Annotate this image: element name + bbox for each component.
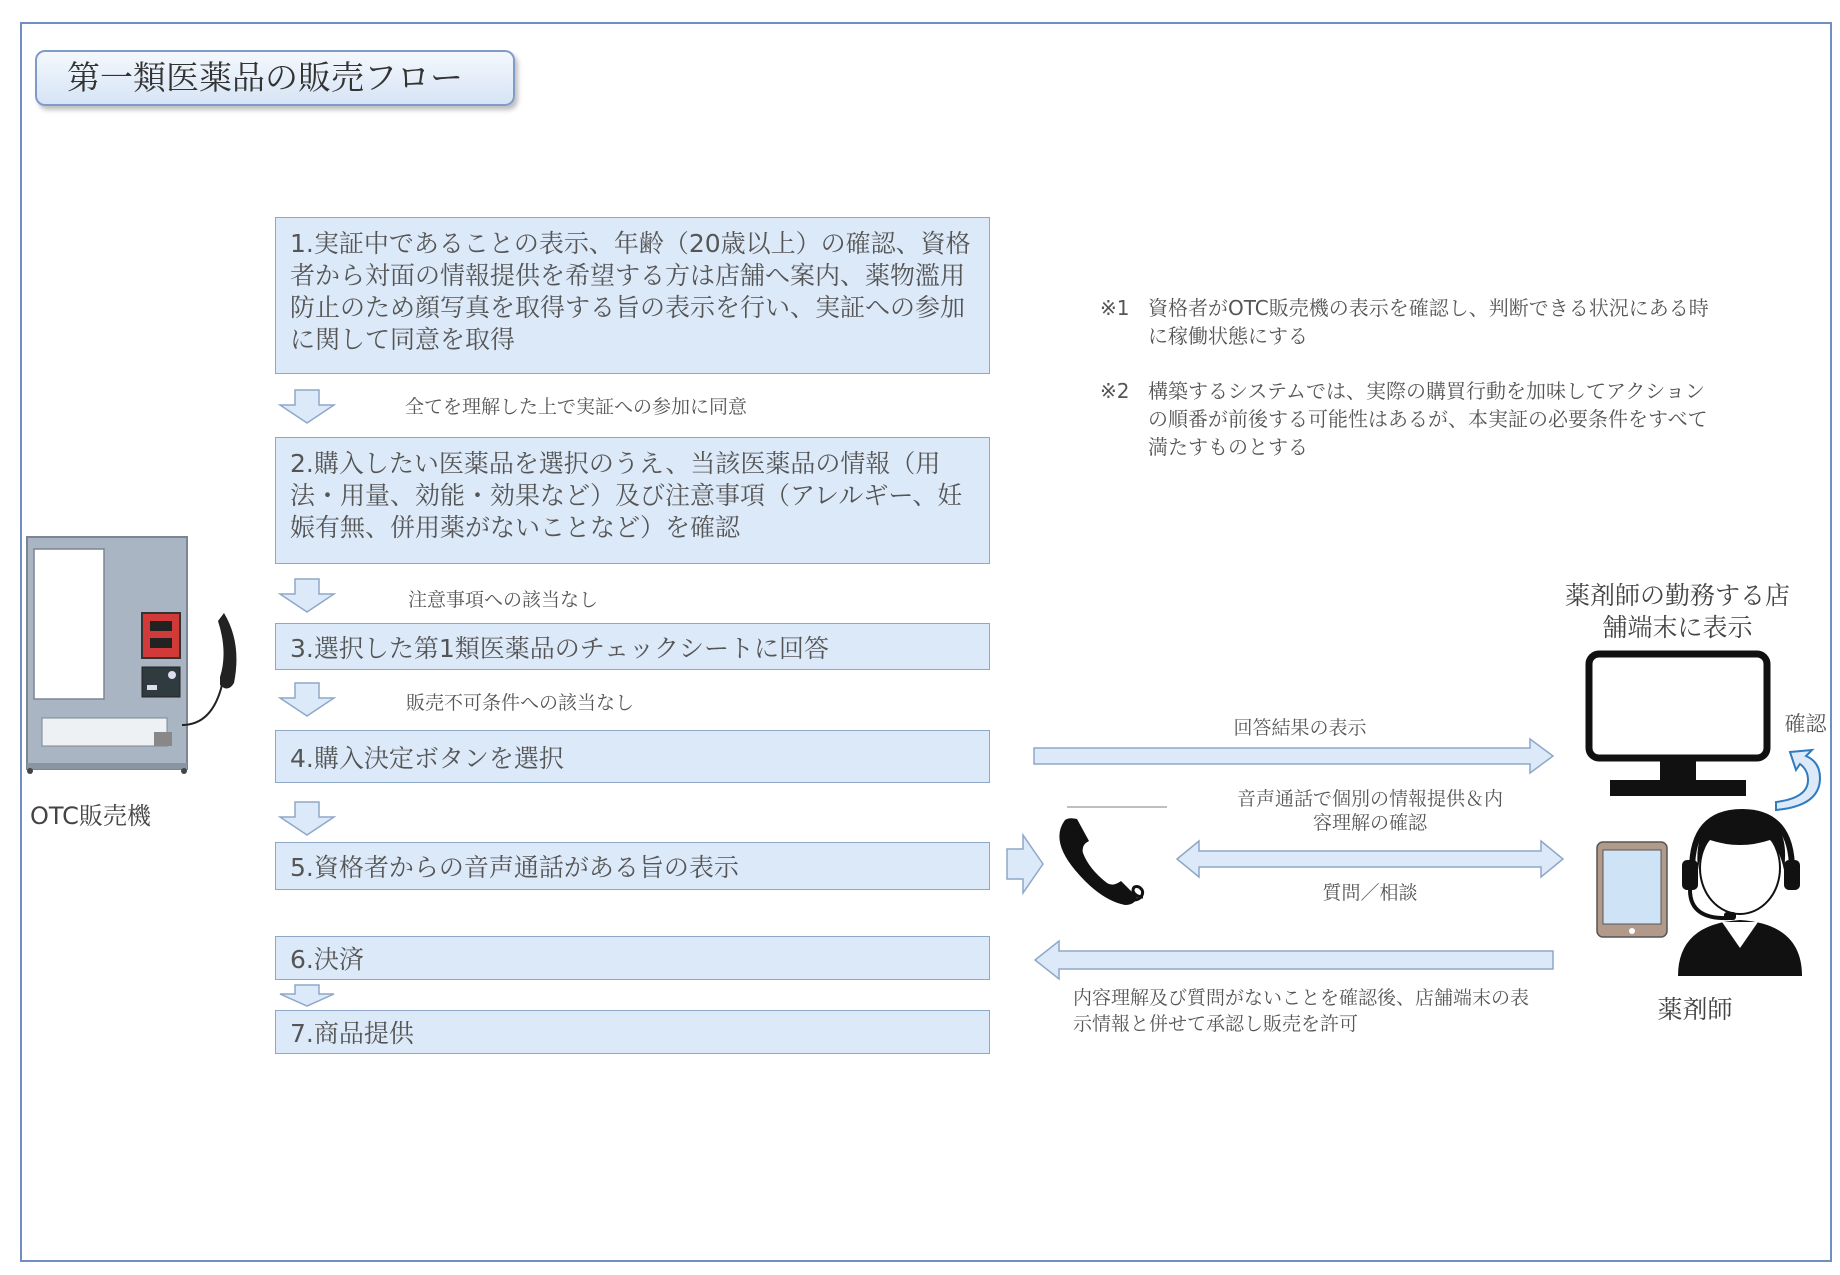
approval-label: 内容理解及び質問がないことを確認後、店舗端末の表示情報と併せて承認し販売を許可 bbox=[1073, 987, 1530, 1035]
step-1: 1.実証中であることの表示、年齢（20歳以上）の確認、資格者から対面の情報提供を希望する方は店舗へ案内、薬物濫用防止のため顔写真を取得する旨の表示を行い、実証への参加に関して同意を取得 bbox=[275, 217, 990, 374]
vending-machine-label: OTC販売機 bbox=[30, 802, 151, 830]
pharmacist-icon bbox=[1672, 808, 1812, 978]
step-4: 4.購入決定ボタンを選択 bbox=[275, 730, 990, 783]
tablet-icon bbox=[1595, 840, 1670, 940]
note-mark: ※2 bbox=[1100, 379, 1130, 403]
voice-call-label: 音声通話で個別の情報提供＆内容理解の確認 bbox=[1236, 788, 1503, 834]
down-arrow-icon bbox=[277, 984, 337, 1008]
step-7: 7.商品提供 bbox=[275, 1010, 990, 1054]
pharmacist-label: 薬剤師 bbox=[1657, 995, 1733, 1024]
store-terminal-label: 薬剤師の勤務する店舗端末に表示 bbox=[1565, 581, 1791, 642]
down-arrow-icon bbox=[277, 389, 337, 425]
flow-label-no-prohibition: 販売不可条件への該当なし bbox=[406, 692, 635, 714]
step-5: 5.資格者からの音声通話がある旨の表示 bbox=[275, 842, 990, 890]
flow-label-consent: 全てを理解した上で実証への参加に同意 bbox=[405, 396, 748, 418]
voice-call-double-arrow bbox=[1175, 840, 1565, 878]
monitor-icon bbox=[1585, 650, 1775, 800]
vending-machine-icon bbox=[22, 535, 247, 775]
step-3: 3.選択した第1類医薬品のチェックシートに回答 bbox=[275, 623, 990, 670]
flow-label-no-caution: 注意事項への該当なし bbox=[408, 589, 599, 611]
note-mark: ※1 bbox=[1100, 296, 1130, 320]
question-label: 質問／相談 bbox=[1322, 882, 1418, 904]
answer-result-label: 回答結果の表示 bbox=[1233, 717, 1367, 739]
approval-arrow bbox=[1033, 940, 1555, 980]
down-arrow-icon bbox=[277, 682, 337, 718]
curved-arrow-icon bbox=[1772, 748, 1827, 816]
note-2 bbox=[1100, 377, 1760, 461]
step-2: 2.購入したい医薬品を選択のうえ、当該医薬品の情報（用法・用量、効能・効果など）及び注意事項（アレルギー、妊娠有無、併用薬がないことなど）を確認 bbox=[275, 437, 990, 564]
note-text: 資格者がOTC販売機の表示を確認し、判断できる状況にある時に稼働状態にする bbox=[1148, 296, 1709, 348]
phone-icon bbox=[1055, 805, 1170, 915]
note-1 bbox=[1100, 294, 1760, 350]
down-arrow-icon bbox=[277, 578, 337, 614]
page-title: 第一類医薬品の販売フロー bbox=[35, 50, 515, 106]
step-6: 6.決済 bbox=[275, 936, 990, 980]
note-text: 構築するシステムでは、実際の購買行動を加味してアクションの順番が前後する可能性はあるが、本実証の必要条件をすべて満たすものとする bbox=[1148, 379, 1708, 459]
answer-result-arrow bbox=[1033, 738, 1555, 774]
down-arrow-icon bbox=[277, 801, 337, 837]
confirm-label: 確認 bbox=[1784, 712, 1827, 736]
right-arrow-icon bbox=[1005, 833, 1045, 895]
